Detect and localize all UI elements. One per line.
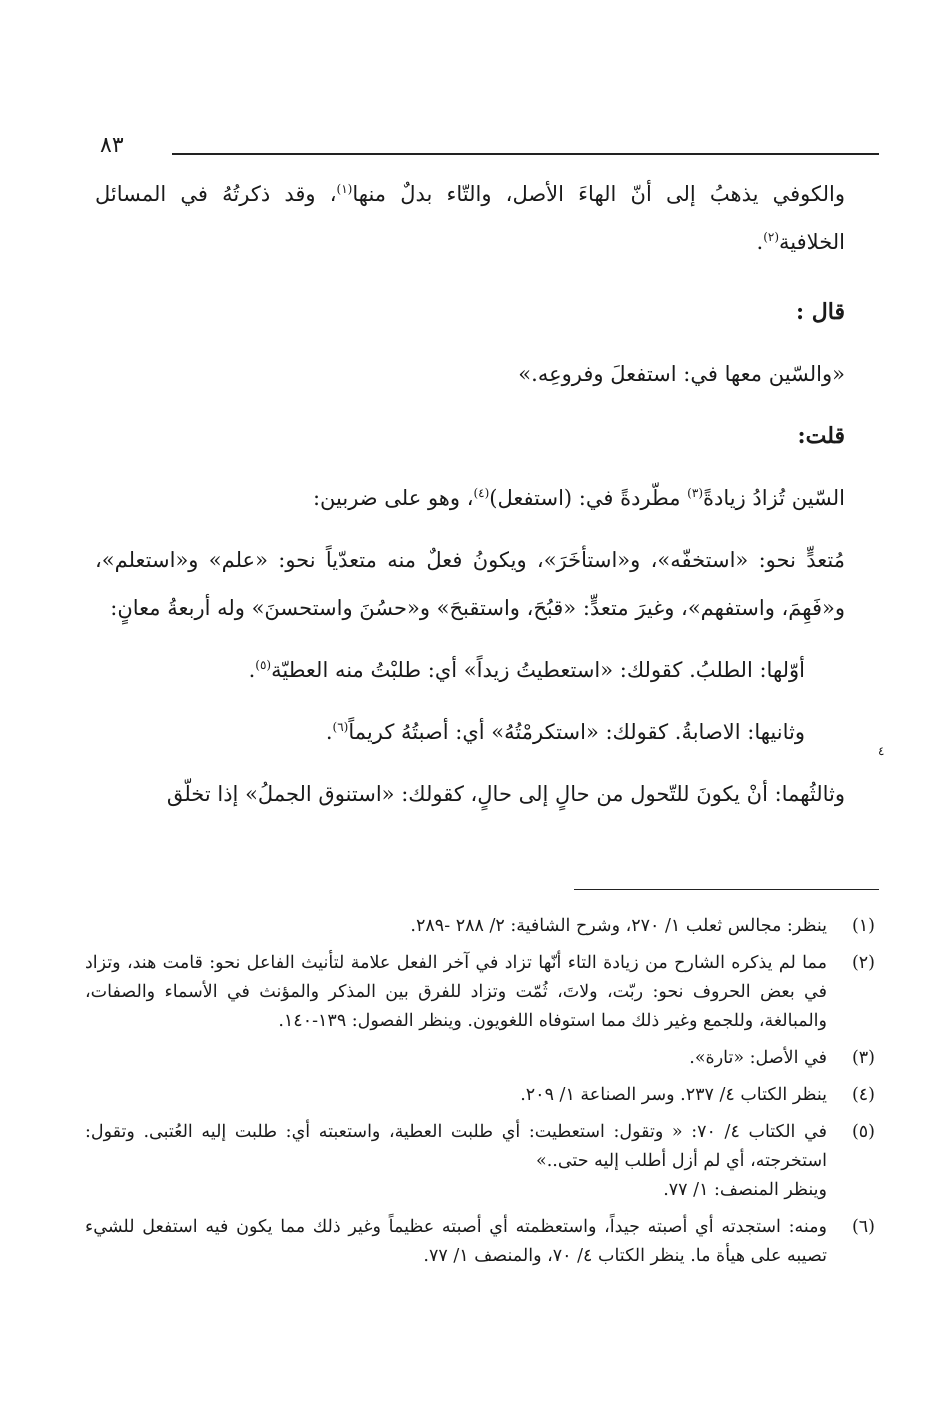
footnote-line: ينظر: مجالس ثعلب ١/ ٢٧٠، وشرح الشافية: ٢/ ٢٨٨ -٢٨٩. xyxy=(410,916,827,936)
footnote-text xyxy=(85,912,827,941)
footnote-ref-1[interactable]: (١) xyxy=(336,182,353,196)
footnote-number: (١) xyxy=(851,916,875,936)
text-segment: . xyxy=(325,720,333,744)
footnote-ref-2[interactable]: (٢) xyxy=(763,230,780,244)
footnote-number: (٤) xyxy=(851,1085,875,1105)
footnotes-rule xyxy=(574,889,879,890)
footnote xyxy=(85,1213,875,1271)
footnote-ref-6[interactable]: (٦) xyxy=(332,720,349,734)
text-segment: السّين تُزادُ زيادةً xyxy=(703,486,845,510)
quoted-text: «والسّين معها في: استفعلَ وفروعِه.» xyxy=(518,362,845,386)
footnote-text xyxy=(85,1118,827,1205)
footnote-number: (٦) xyxy=(851,1217,875,1237)
footnote-ref-3[interactable]: (٣) xyxy=(687,486,703,500)
text-segment: مطّردةً في: (استفعل) xyxy=(489,486,688,510)
footnote-line: مما لم يذكره الشارح من زيادة التاء أنّها تزاد في آخر الفعل علامة لتأنيث الفاعل نحو: قامت هند، وتزاد في بعض الحروف نحو: ربّت، ولاتَ، ثُمّت وتزاد للفرق بين المذكر والمؤنث في الأسماء والصفات، والمبالغة، وللجمع وغير ذلك مما استوفاه اللغويون. وينظر الفصول: ١٣٩-١٤٠. xyxy=(85,953,827,1031)
footnote-line: في الكتاب ٤/ ٧٠: « وتقول: استعطيت: أي طلبت العطية، واستعبته أي: طلبت إليه العُتبى. وتقول: استخرجته، أي لم أزل أطلب إليه حتى..» xyxy=(85,1122,827,1171)
footnote-text xyxy=(85,1081,827,1110)
main-text xyxy=(95,170,845,818)
page-number: ٨٣ xyxy=(100,133,124,158)
footnote xyxy=(85,949,875,1036)
footnote xyxy=(85,1118,875,1205)
meaning-1 xyxy=(95,646,845,694)
text-segment: أوّلها: الطلبُ. كقولك: «استعطيتُ زيداً» أي: طلبْتُ منه العطيّة xyxy=(271,658,805,682)
footnotes xyxy=(85,912,875,1279)
margin-mark: ٤ xyxy=(878,744,885,758)
footnote-text xyxy=(85,1044,827,1073)
footnote xyxy=(85,912,875,941)
footnote-text xyxy=(85,949,827,1036)
meaning-3: وثالثُهما: أنْ يكونَ للتّحول من حالٍ إلى حالٍ، كقولك: «استنوق الجملُ» إذا تخلّق xyxy=(166,782,845,806)
heading-qala: قال : xyxy=(796,299,845,325)
text-segment: ، وهو على ضربين: xyxy=(312,486,474,510)
text-segment: . xyxy=(756,230,764,254)
footnote-line: ينظر الكتاب ٤/ ٢٣٧. وسر الصناعة ١/ ٢٠٩. xyxy=(520,1085,827,1105)
meaning-2 xyxy=(95,708,845,756)
footnote xyxy=(85,1044,875,1073)
footnote-line: ومنه: استجدته أي أصبته جيداً، واستعظمته أي أصبته عظيماً وغير ذلك مما يكون فيه استفعل للشيء تصيبه على هيأة ما. ينظر الكتاب ٤/ ٧٠، والمنصف ١/ ٧٧. xyxy=(85,1217,827,1266)
footnote xyxy=(85,1081,875,1110)
footnote-number: (٥) xyxy=(851,1122,875,1142)
header-rule xyxy=(172,153,879,155)
text-segment: والكوفي يذهبُ إلى أنّ الهاءَ الأصل، والتّاء بدلٌ منها xyxy=(352,182,845,206)
text-segment: ، وقد ذكرتُهُ في المسائل الخلافية xyxy=(95,182,845,254)
footnote-ref-5[interactable]: (٥) xyxy=(255,658,272,672)
paragraph-sin xyxy=(95,474,845,522)
footnote-number: (٣) xyxy=(851,1048,875,1068)
paragraph-kufi xyxy=(95,170,845,266)
heading-qultu: قلت: xyxy=(797,423,845,449)
footnote-line: وينظر المنصف: ١/ ٧٧. xyxy=(663,1180,827,1200)
footnote-text xyxy=(85,1213,827,1271)
text-segment: . xyxy=(248,658,256,682)
text-segment: وثانيها: الاصابةُ. كقولك: «استكرمْتُهُ» أي: أصبتُهُ كريماً xyxy=(348,720,805,744)
footnote-number: (٢) xyxy=(851,953,875,973)
footnote-line: في الأصل: «تارة». xyxy=(689,1048,827,1068)
paragraph-mutaaddi: مُتعدٍّ نحو: «استخفّه»، و«استأخَرَ»، ويكونُ فعلٌ منه متعدّياً نحو: «علم» و«استعلم»، و«فَهِمَ، واستفهم»، وغيرَ متعدٍّ: «قبُحَ، واستقبحَ» و«حسُنَ واستحسنَ» وله أربعةُ معانٍ: xyxy=(95,548,845,620)
footnote-ref-4[interactable]: (٤) xyxy=(473,486,490,500)
